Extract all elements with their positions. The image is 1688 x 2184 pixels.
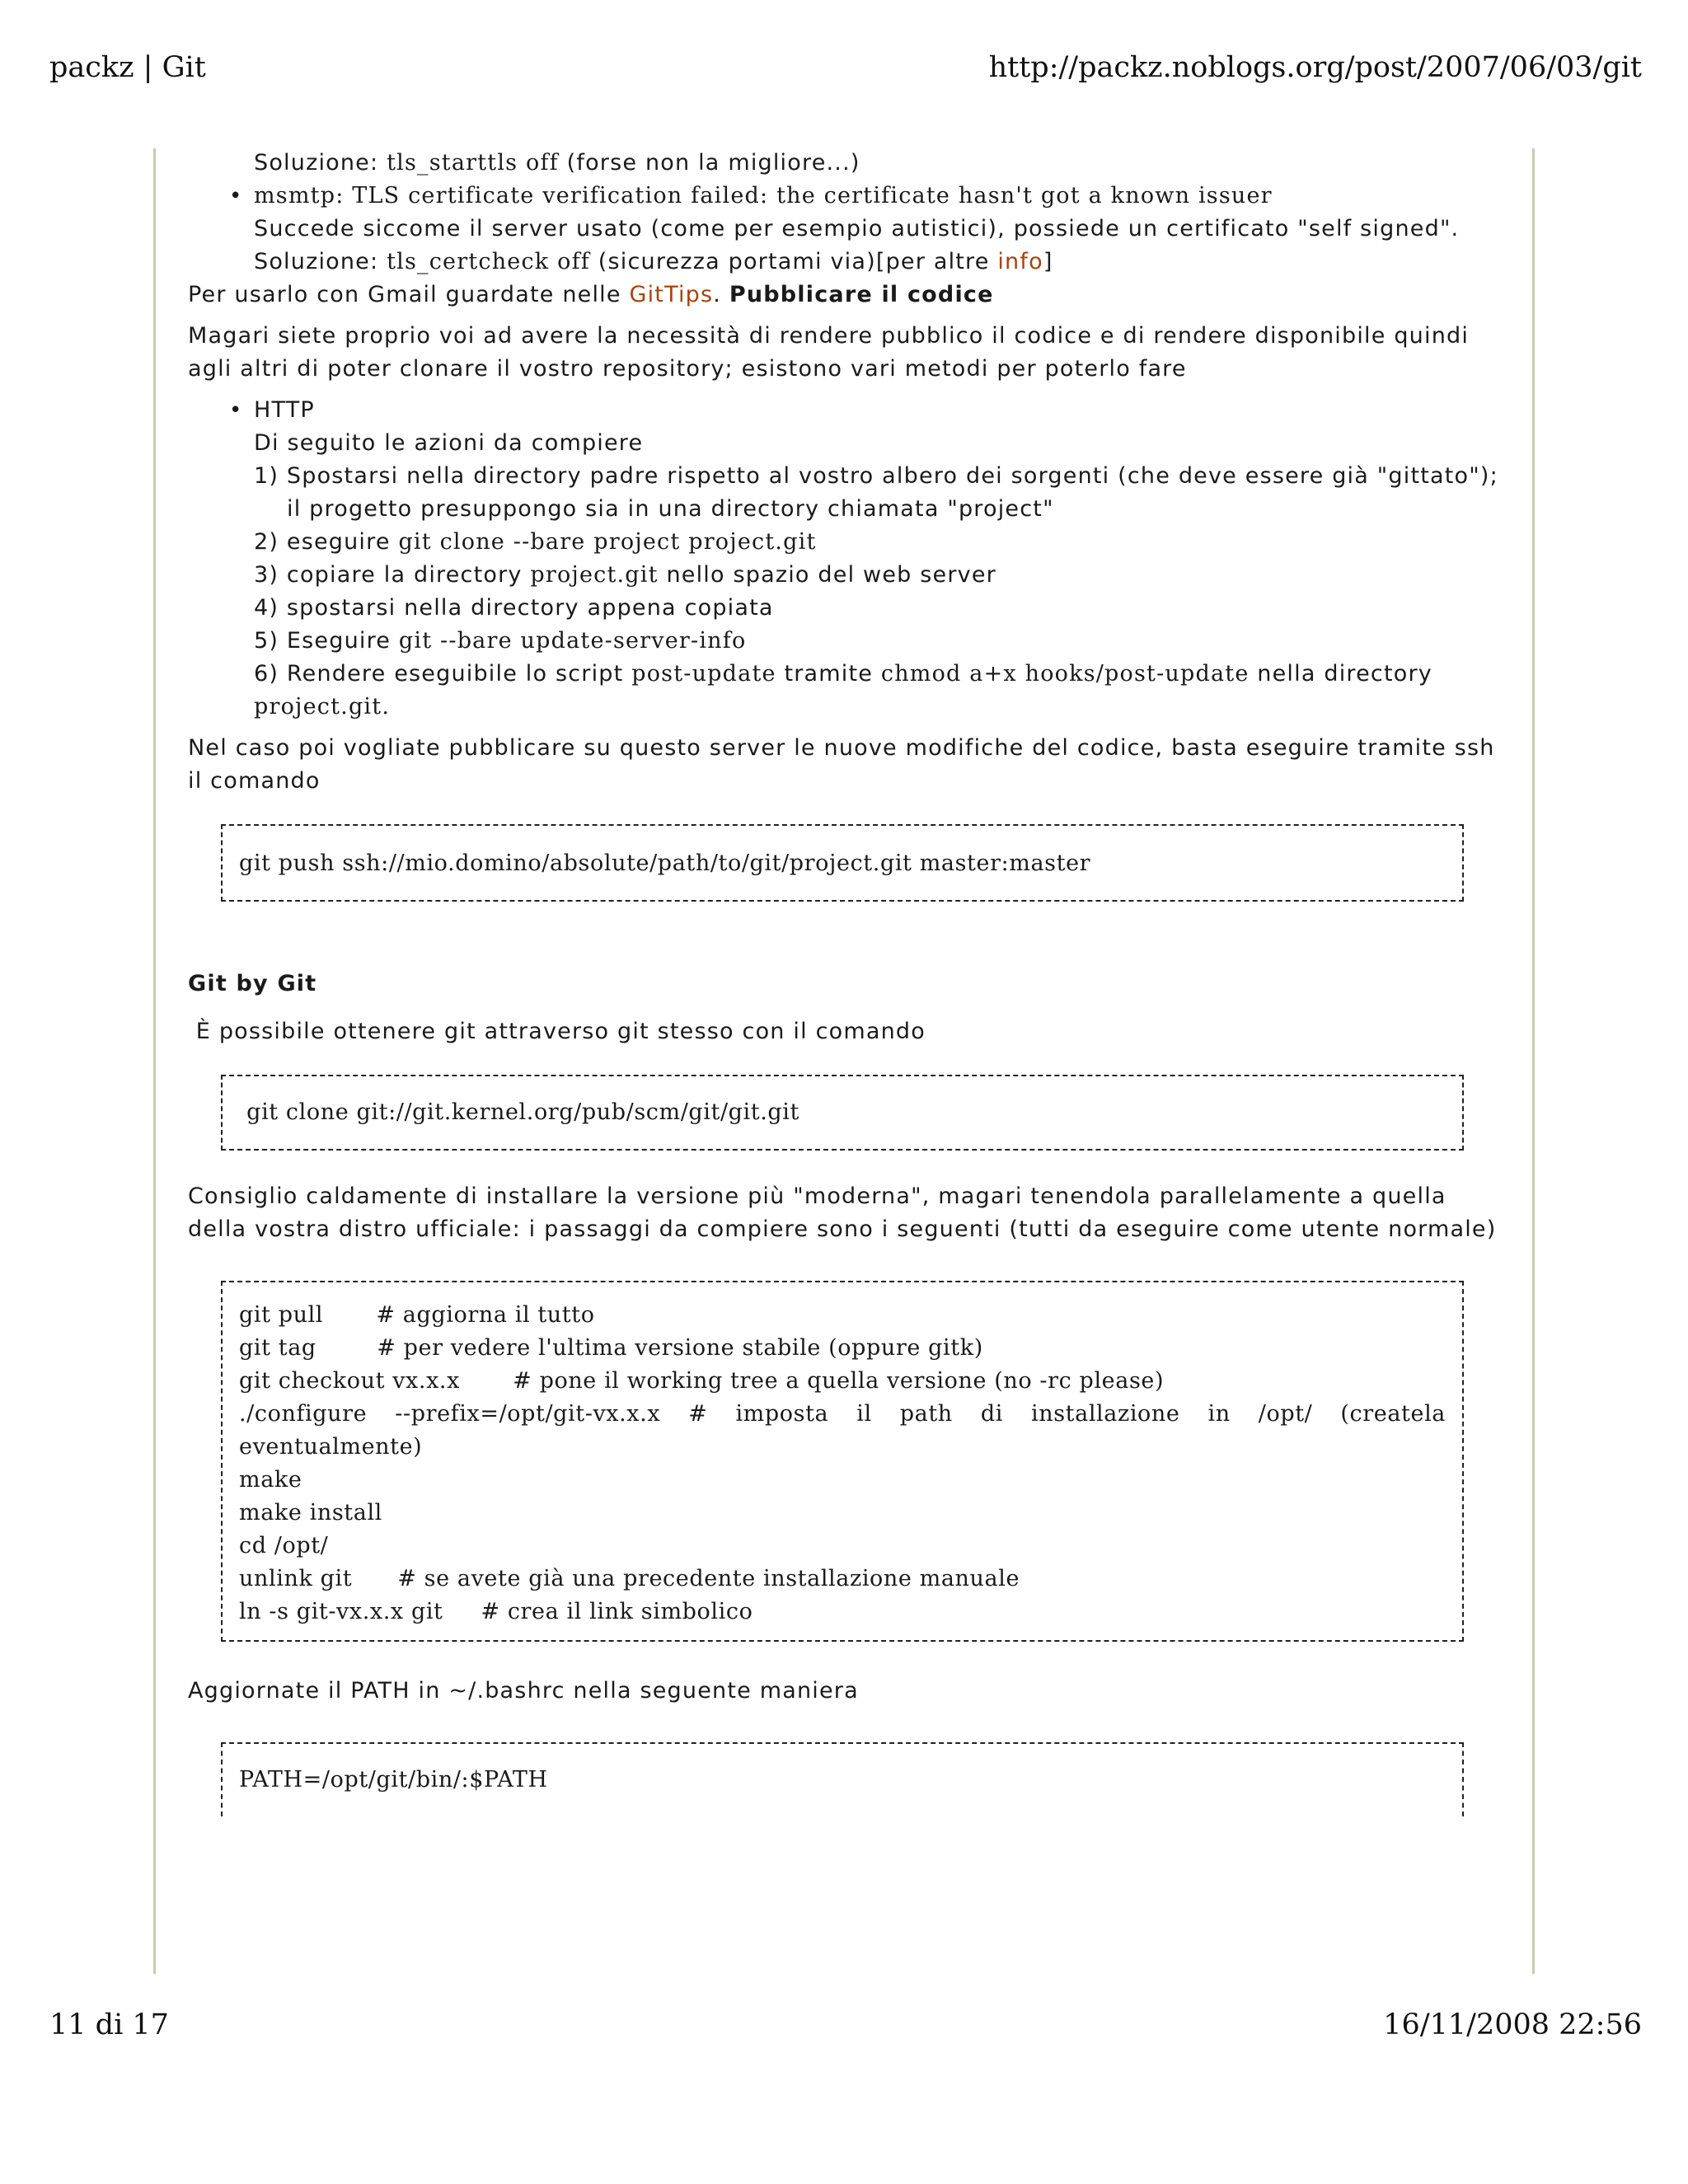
install-advice: Consiglio caldamente di installare la versione più "moderna", magari tenendola parallelamente a quella della vostra distro ufficiale: i passaggi da compiere sono i seguenti (tutti da eseguire come utente normale) xyxy=(188,1183,1497,1242)
step-6: 6) Rendere eseguibile lo script post-update tramite chmod a+x hooks/post-update nella directory xyxy=(254,661,1432,687)
steps-intro: Di seguito le azioni da compiere xyxy=(254,430,644,456)
code-block-path xyxy=(221,1742,1464,1816)
code-inline: project.git xyxy=(530,562,659,588)
code-line: make xyxy=(239,1467,302,1493)
code-line: git checkout vx.x.x # pone il working tree a quella versione (no -rc please) xyxy=(239,1368,1165,1394)
code-inline: chmod a+x hooks/post-update xyxy=(880,661,1250,687)
code-line: git clone git://git.kernel.org/pub/scm/git/git.git xyxy=(239,1099,799,1125)
code-inline: tls_starttls off xyxy=(387,150,559,176)
publish-intro: Magari siete proprio voi ad avere la necessità di rendere pubblico il codice e di rendere disponibile quindi agli altri di poter clonare il vostro repository; esistono vari metodi per poterlo fare xyxy=(188,323,1470,382)
step-5: 5) Eseguire git --bare update-server-info xyxy=(254,628,747,654)
code-line: make install xyxy=(239,1500,382,1526)
info-link[interactable]: info xyxy=(997,249,1043,274)
code-block-clone xyxy=(221,1075,1464,1151)
step-2: 2) eseguire git clone --bare project project.git xyxy=(254,529,817,555)
code-line: git pull # aggiorna il tutto xyxy=(239,1302,595,1328)
page-number: 11 di 17 xyxy=(49,2008,169,2041)
page-header-title: packz | Git xyxy=(49,51,206,84)
self-signed-note: Succede siccome il server usato (come per esempio autistici), possiede un certificato "self signed". xyxy=(254,216,1460,241)
code-inline: post-update xyxy=(631,661,776,687)
step-1-note: il progetto presuppongo sia in una directory chiamata "project" xyxy=(287,496,1054,522)
code-line: cd /opt/ xyxy=(239,1533,329,1558)
code-line: unlink git # se avete già una precedente installazione manuale xyxy=(239,1566,1020,1591)
step-3: 3) copiare la directory project.git nello spazio del web server xyxy=(254,562,996,588)
step-6-dir: project.git. xyxy=(254,694,391,719)
gittips-link[interactable]: GitTips xyxy=(629,282,714,307)
heading-publish: Pubblicare il codice xyxy=(729,282,994,307)
solution-certcheck: Soluzione: tls_certcheck off (sicurezza portami via)[per altre info] xyxy=(254,249,1053,274)
code-block-push xyxy=(221,824,1464,902)
path-intro: Aggiornate il PATH in ~/.bashrc nella seguente maniera xyxy=(188,1678,859,1704)
code-inline: git --bare update-server-info xyxy=(398,628,747,654)
list-item-tls-error: • msmtp: TLS certificate verification failed: the certificate hasn't got a known issuer xyxy=(188,180,1507,213)
code-line: ./configure --prefix=/opt/git-vx.x.x # imposta il path di installazione in /opt/ (createla xyxy=(239,1401,1446,1427)
code-inline: git clone --bare project project.git xyxy=(398,529,817,555)
heading-git-by-git: Git by Git xyxy=(188,971,317,996)
gmail-paragraph: Per usarlo con Gmail guardate nelle GitTips. Pubblicare il codice xyxy=(188,282,994,307)
list-item-http: • HTTP xyxy=(188,394,1507,427)
push-intro: Nel caso poi vogliate pubblicare su questo server le nuove modifiche del codice, basta eseguire tramite ssh il comando xyxy=(188,735,1495,794)
code-line: git tag # per vedere l'ultima versione stabile (oppure gitk) xyxy=(239,1335,983,1361)
code-line: eventualmente) xyxy=(239,1434,423,1460)
page-header-url: http://packz.noblogs.org/post/2007/06/03/git xyxy=(988,51,1642,84)
code-line: ln -s git-vx.x.x git # crea il link simbolico xyxy=(239,1599,753,1624)
step-4: 4) spostarsi nella directory appena copiata xyxy=(254,595,774,621)
git-by-git-intro: È possibile ottenere git attraverso git stesso con il comando xyxy=(188,1019,926,1044)
step-1: 1) Spostarsi nella directory padre rispetto al vostro albero dei sorgenti (che deve essere già "gittato"); xyxy=(254,463,1498,489)
code-block-install xyxy=(221,1281,1464,1642)
solution-starttls: Soluzione: tls_starttls off (forse non la migliore...) xyxy=(254,150,860,176)
code-line: PATH=/opt/git/bin/:$PATH xyxy=(239,1767,548,1793)
article-content xyxy=(188,147,1507,1816)
code-line: git push ssh://mio.domino/absolute/path/to/git/project.git master:master xyxy=(239,851,1091,876)
code-inline: tls_certcheck off xyxy=(387,249,590,274)
print-datetime: 16/11/2008 22:56 xyxy=(1383,2008,1642,2041)
